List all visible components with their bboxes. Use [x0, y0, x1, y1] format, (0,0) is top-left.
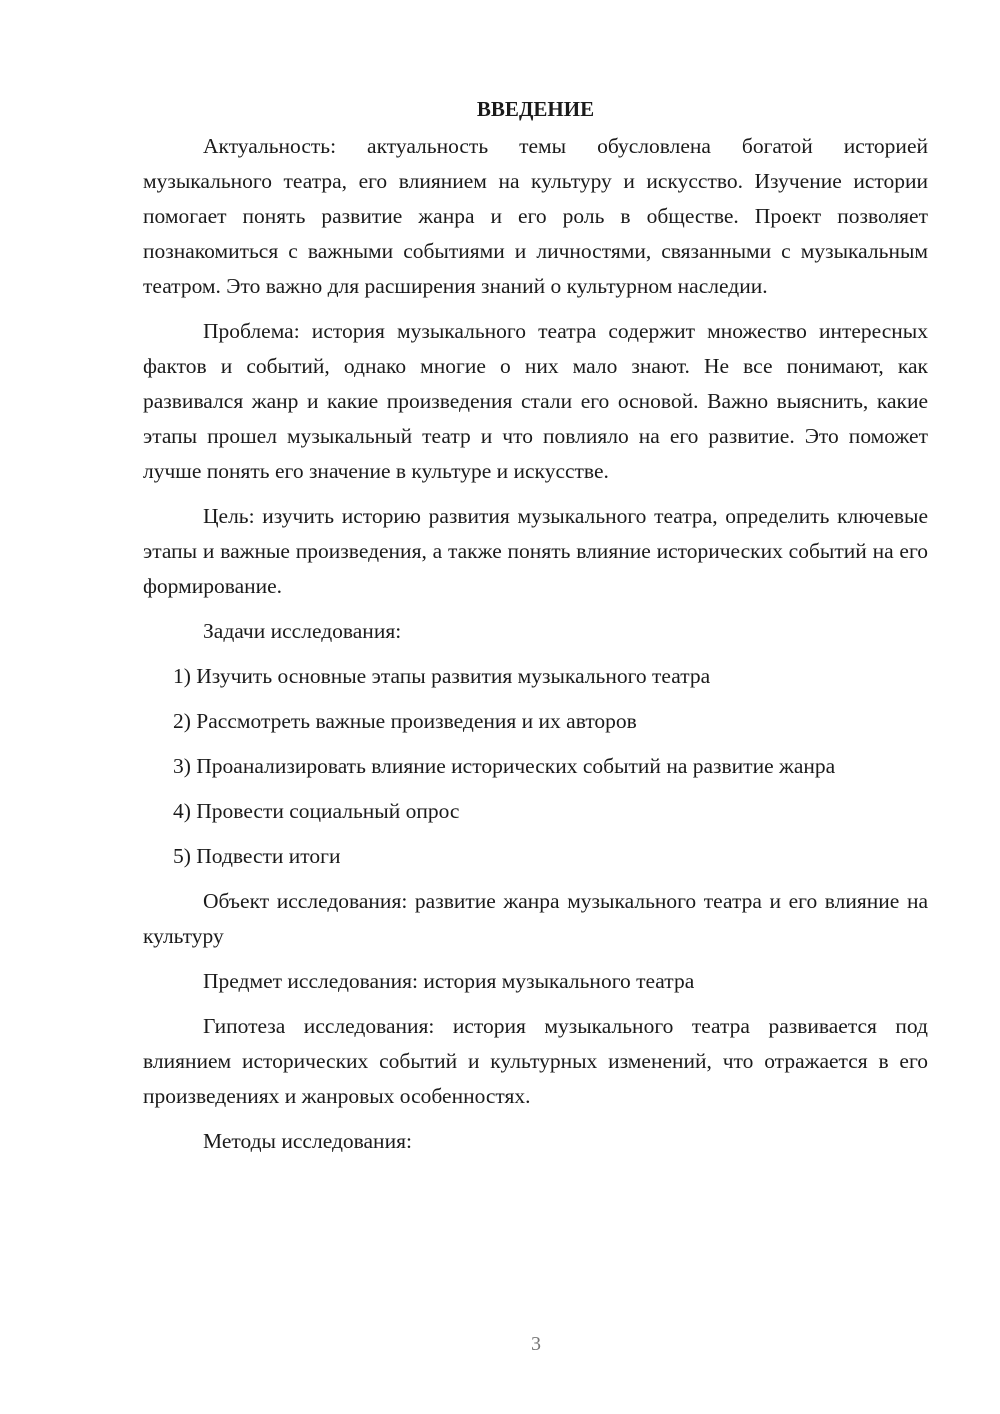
document-page [143, 92, 928, 1169]
section-heading: ВВЕДЕНИЕ [476, 97, 595, 121]
methods-title: Методы исследования: [203, 1129, 412, 1153]
task-item-5: 5) Подвести итоги [173, 844, 341, 868]
goal-paragraph: Цель: изучить историю развития музыкального театра, определить ключевые этапы и важные произведения, а также понять влияние исторических событий на его формирование. [143, 504, 928, 598]
task-item-1: 1) Изучить основные этапы развития музыкального театра [173, 664, 711, 688]
task-item-2: 2) Рассмотреть важные произведения и их авторов [173, 709, 637, 733]
task-item-3: 3) Проанализировать влияние исторических событий на развитие жанра [173, 754, 836, 778]
task-item-4: 4) Провести социальный опрос [173, 799, 460, 823]
subject-paragraph: Предмет исследования: история музыкального театра [203, 969, 695, 993]
problem-paragraph: Проблема: история музыкального театра содержит множество интересных фактов и событий, однако многие о них мало знают. Не все понимают, как развивался жанр и какие произведения стали его основой. Важно выяснить, какие этапы прошел музыкальный театр и что повлияло на его развитие. Это поможет лучше понять его значение в культуре и искусстве. [143, 319, 928, 483]
hypothesis-paragraph: Гипотеза исследования: история музыкального театра развивается под влиянием исторических событий и культурных изменений, что отражается в его произведениях и жанровых особенностях. [143, 1014, 928, 1108]
tasks-title: Задачи исследования: [203, 619, 402, 643]
relevance-paragraph: Актуальность: актуальность темы обусловлена богатой историей музыкального театра, его влиянием на культуру и искусство. Изучение истории помогает понять развитие жанра и его роль в обществе. Проект позволяет познакомиться с важными событиями и личностями, связанными с музыкальным театром. Это важно для расширения знаний о культурном наследии. [143, 134, 928, 298]
object-paragraph: Объект исследования: развитие жанра музыкального театра и его влияние на культуру [143, 889, 928, 948]
page-number: 3 [531, 1333, 541, 1355]
